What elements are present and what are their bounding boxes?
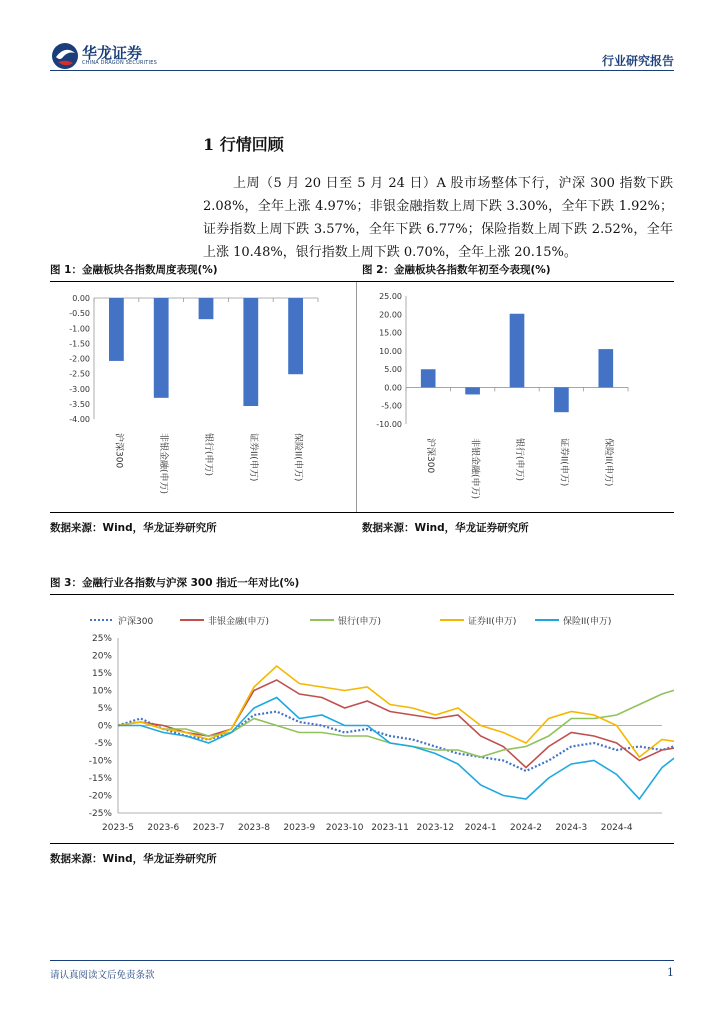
fig3-legend-label: 银行(申万) bbox=[338, 617, 382, 627]
footer-divider bbox=[50, 960, 674, 961]
fig2-y-tick: 15.00 bbox=[379, 328, 402, 338]
fig2-category-label: 保险II(申万) bbox=[602, 438, 613, 487]
fig3-x-tick: 2024-1 bbox=[464, 823, 497, 833]
fig2-y-tick: 20.00 bbox=[379, 310, 402, 320]
fig3-y-tick: -20% bbox=[88, 791, 112, 802]
fig3-y-tick: -15% bbox=[88, 774, 112, 784]
fig3-series-line bbox=[118, 680, 674, 768]
fig3-y-tick: 25% bbox=[91, 634, 112, 644]
fig1-bar bbox=[288, 298, 303, 374]
fig3-y-tick: 15% bbox=[91, 669, 112, 679]
fig3-x-tick: 2024-3 bbox=[555, 823, 588, 833]
fig1-chart bbox=[50, 282, 350, 512]
fig1-category-label: 保险II(申万) bbox=[292, 433, 303, 482]
fig3-y-tick: -10% bbox=[88, 756, 112, 767]
fig3-title: 图 3：金融行业各指数与沪深 300 指近一年对比(%) bbox=[50, 577, 300, 589]
fig3-x-tick: 2023-11 bbox=[371, 823, 409, 833]
company-logo bbox=[50, 41, 80, 71]
fig3-chart bbox=[50, 600, 674, 842]
fig2-y-tick: -5.00 bbox=[381, 401, 402, 411]
fig1-y-tick: -1.50 bbox=[69, 339, 90, 349]
fig3-x-tick: 2023-7 bbox=[192, 823, 225, 833]
fig3-legend-label: 沪深300 bbox=[118, 617, 154, 627]
page-number: 1 bbox=[667, 966, 674, 979]
fig3-series-line bbox=[118, 687, 674, 757]
fig2-bar bbox=[421, 369, 436, 387]
logo-text: 华龙证券 bbox=[82, 44, 143, 62]
fig2-category-label: 沪深300 bbox=[425, 438, 436, 474]
fig3-legend-label: 证券II(申万) bbox=[468, 617, 517, 627]
fig3-y-tick: 20% bbox=[91, 651, 112, 662]
fig1-y-tick: 0.00 bbox=[72, 294, 90, 303]
footer-disclaimer: 请认真阅读文后免责条款 bbox=[50, 970, 155, 981]
fig3-x-tick: 2023-10 bbox=[325, 823, 364, 833]
header-divider bbox=[50, 70, 674, 71]
fig2-chart bbox=[362, 282, 672, 512]
fig3-y-tick: 10% bbox=[91, 686, 112, 697]
fig3-y-tick: 0% bbox=[97, 721, 112, 732]
fig2-bar bbox=[554, 387, 569, 412]
fig2-y-tick: 0.00 bbox=[384, 383, 402, 393]
fig1-category-label: 沪深300 bbox=[113, 433, 124, 469]
fig2-bar bbox=[598, 349, 613, 387]
fig3-x-tick: 2023-9 bbox=[283, 823, 316, 833]
fig1-y-tick: -3.00 bbox=[69, 384, 90, 394]
fig1-y-tick: -2.00 bbox=[69, 354, 90, 364]
fig3-x-tick: 2024-2 bbox=[510, 823, 542, 833]
report-type: 行业研究报告 bbox=[601, 54, 674, 68]
section-title: 1 行情回顾 bbox=[203, 135, 284, 154]
fig3-x-tick: 2023-8 bbox=[238, 823, 270, 833]
section-paragraph: 上周（5 月 20 日至 5 月 24 日）A 股市场整体下行，沪深 300 指数下跌 2.08%，全年上涨 4.97%；非银金融指数上周下跌 3.30%，全年下跌 1.92%；证券指数上周下跌 3.57%，全年下跌 6.77%；保险指数上周下跌 2.52%，全年上涨 10.48%，银行指数上周下跌 0.70%，全年上涨 20.15%。 bbox=[203, 176, 673, 260]
fig2-y-tick: 5.00 bbox=[384, 365, 402, 375]
fig1-y-tick: -1.00 bbox=[69, 324, 90, 334]
fig1-y-tick: -2.50 bbox=[69, 369, 90, 379]
fig1-bar bbox=[199, 298, 214, 319]
fig1-y-tick: -0.50 bbox=[69, 309, 90, 319]
fig2-category-label: 银行(申万) bbox=[514, 438, 524, 482]
fig3-legend-label: 保险II(申万) bbox=[563, 617, 612, 627]
fig3-y-tick: -5% bbox=[94, 739, 112, 749]
fig-row-bottom-rule bbox=[50, 512, 674, 513]
fig1-title: 图 1：金融板块各指数周度表现(%) bbox=[50, 264, 218, 276]
fig3-bottom-rule bbox=[50, 843, 674, 844]
fig1-category-label: 证券II(申万) bbox=[247, 433, 258, 482]
fig2-source: 数据来源：Wind，华龙证券研究所 bbox=[362, 522, 529, 534]
fig2-bar bbox=[465, 387, 480, 394]
fig1-y-tick: -4.00 bbox=[69, 415, 90, 424]
fig2-y-tick: 25.00 bbox=[379, 292, 402, 301]
fig3-x-tick: 2023-12 bbox=[416, 823, 455, 833]
fig3-source: 数据来源：Wind，华龙证券研究所 bbox=[50, 853, 217, 865]
fig1-y-tick: -3.50 bbox=[69, 399, 90, 409]
fig1-bar bbox=[243, 298, 258, 406]
fig2-y-tick: -10.00 bbox=[376, 420, 402, 429]
fig3-x-tick: 2023-5 bbox=[102, 823, 134, 833]
fig3-x-tick: 2023-6 bbox=[147, 823, 180, 833]
fig1-bar bbox=[154, 298, 169, 398]
fig2-bar bbox=[510, 314, 525, 388]
fig2-category-label: 证券II(申万) bbox=[558, 438, 569, 487]
fig3-y-tick: -25% bbox=[88, 809, 112, 819]
fig-column-divider bbox=[356, 282, 357, 512]
fig1-source: 数据来源：Wind，华龙证券研究所 bbox=[50, 522, 217, 534]
fig3-y-tick: 5% bbox=[97, 704, 112, 714]
fig2-category-label: 非银金融(申万) bbox=[469, 438, 480, 500]
fig1-category-label: 银行(申万) bbox=[203, 433, 213, 477]
fig1-bar bbox=[109, 298, 124, 361]
fig2-title: 图 2：金融板块各指数年初至今表现(%) bbox=[362, 264, 551, 276]
fig2-y-tick: 10.00 bbox=[379, 346, 402, 356]
logo-subtitle: CHINA DRAGON SECURITIES bbox=[82, 60, 157, 66]
fig1-category-label: 非银金融(申万) bbox=[158, 433, 169, 495]
fig3-top-rule bbox=[50, 594, 674, 595]
fig3-legend-label: 非银金融(申万) bbox=[208, 617, 270, 627]
fig3-x-tick: 2024-4 bbox=[600, 823, 633, 833]
